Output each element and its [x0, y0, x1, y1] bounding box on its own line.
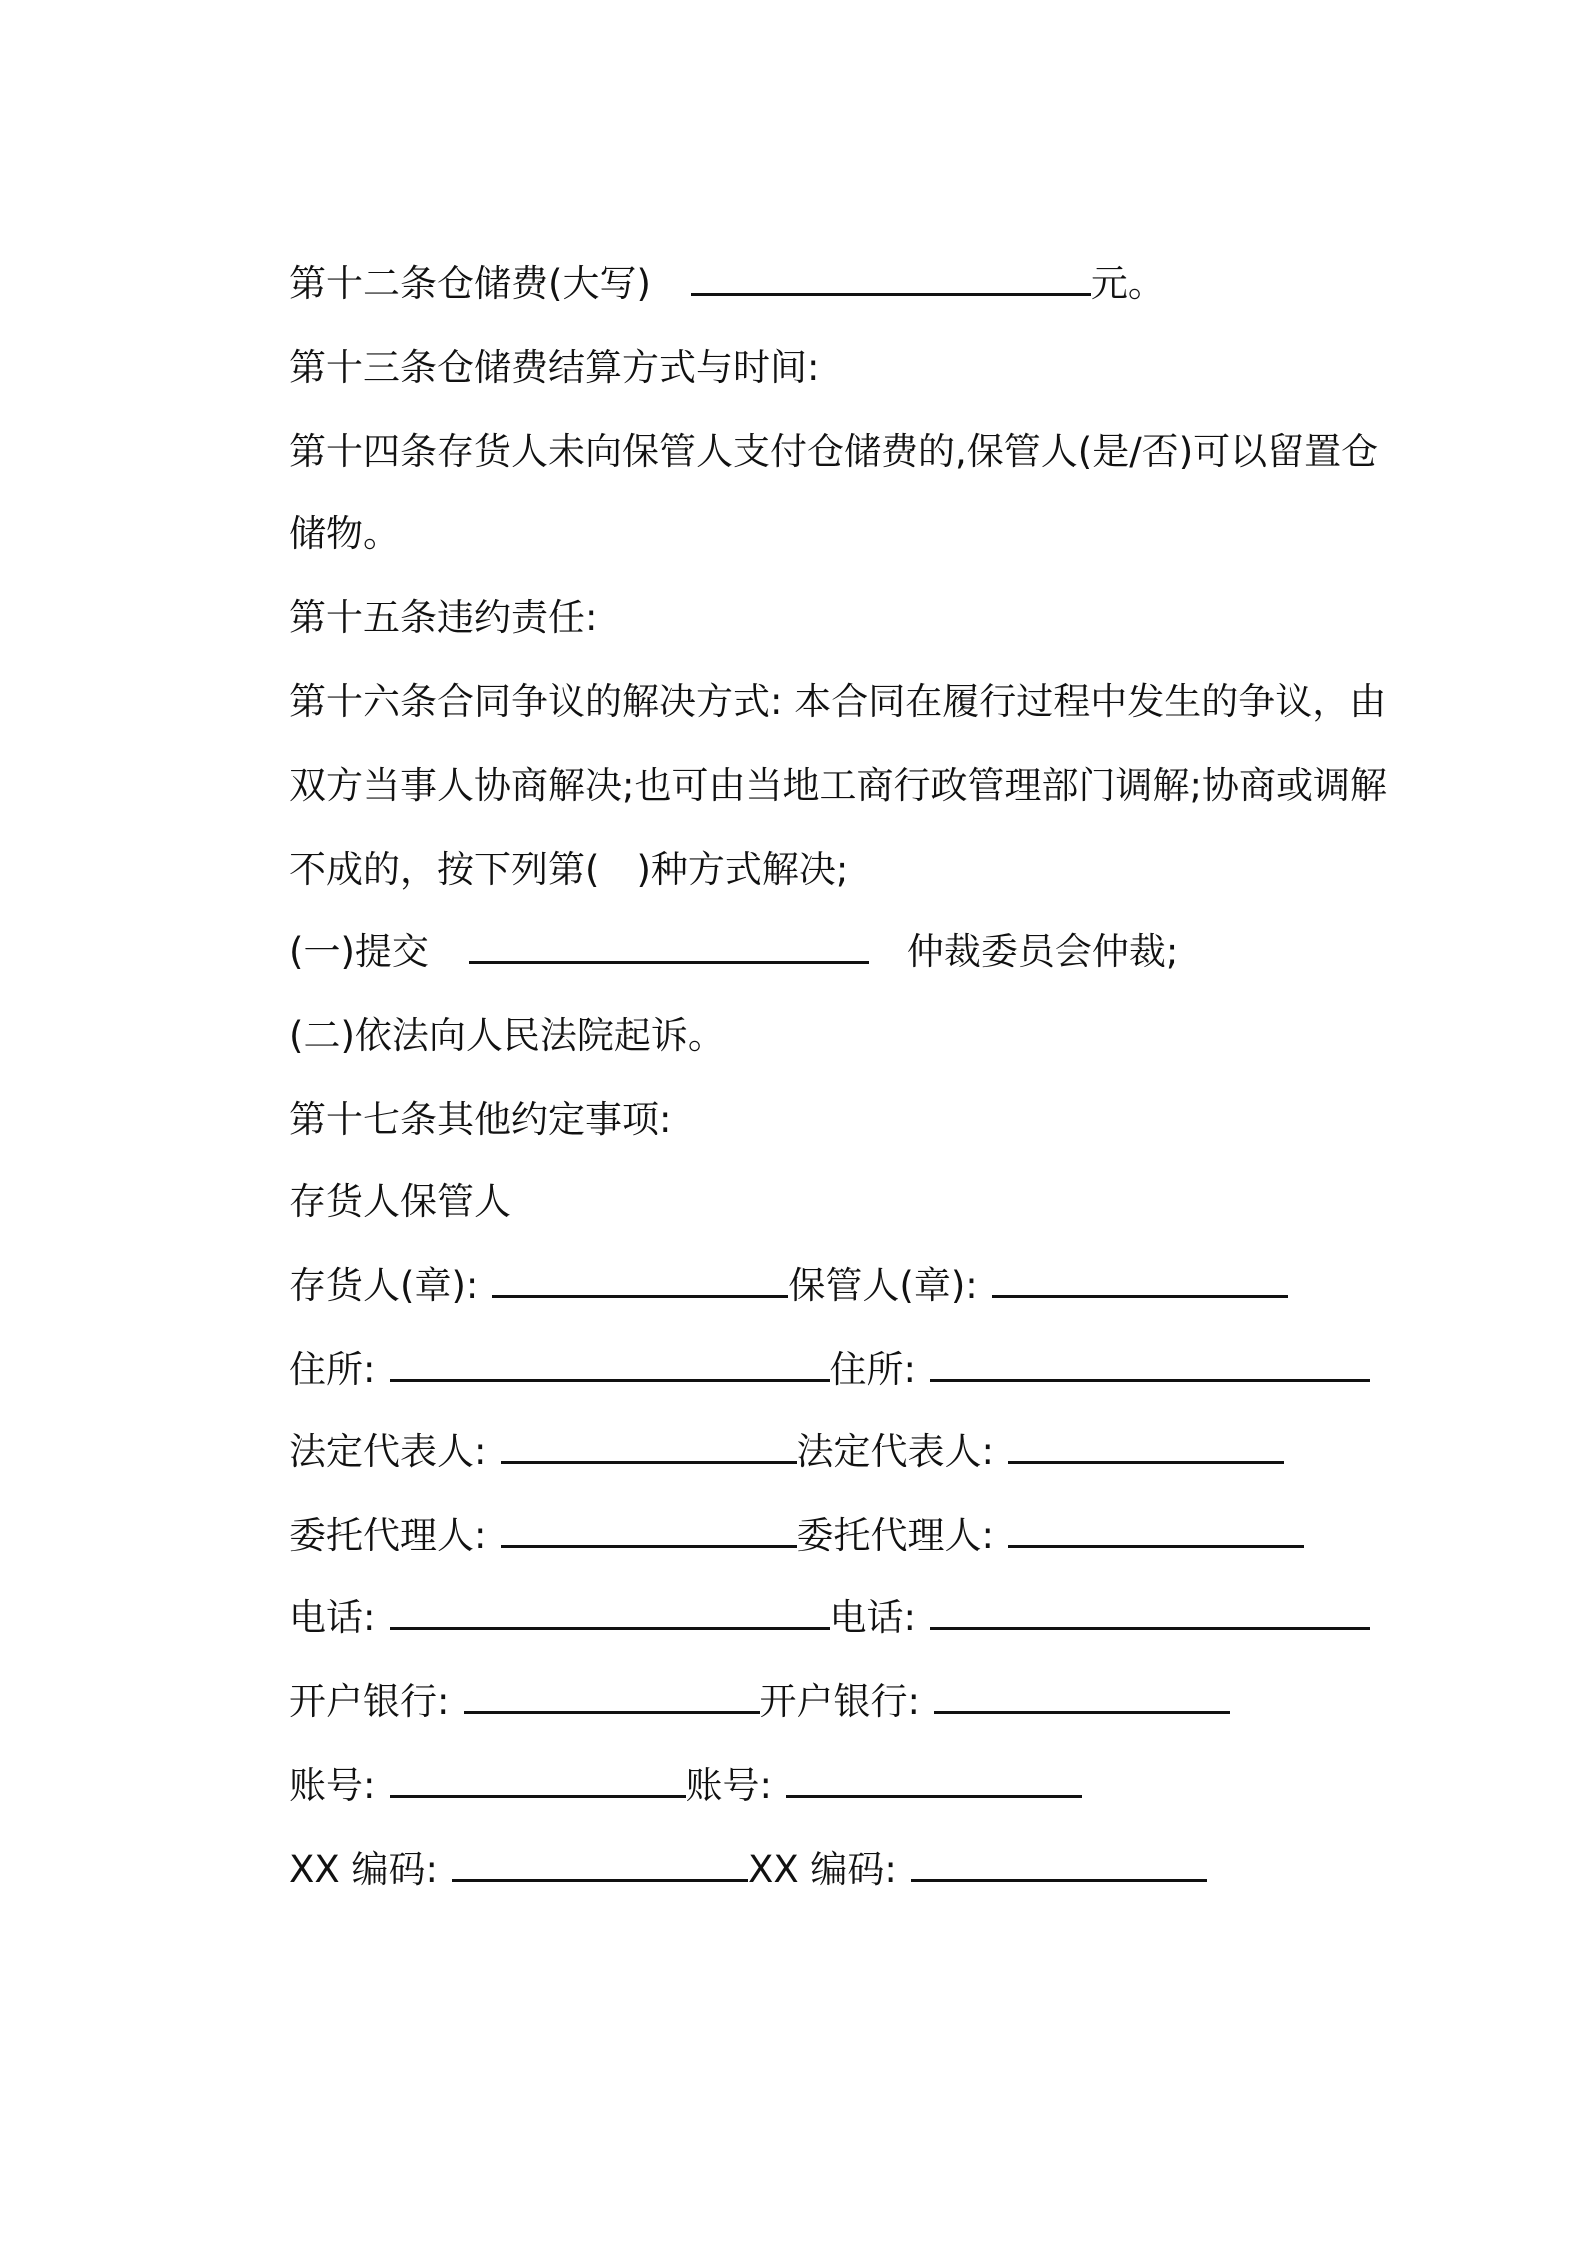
option-1-suffix: 仲裁委员会仲裁; — [906, 930, 1179, 973]
depositor-code-label: XX 编码: — [289, 1848, 438, 1891]
article-14-text-2: 储物。 — [289, 512, 401, 555]
custodian-legal-rep-label: 法定代表人: — [796, 1430, 994, 1473]
signature-row-phone — [242, 1540, 1362, 1639]
article-17-text: 第十七条其他约定事项: — [289, 1098, 672, 1141]
article-16-line-2 — [242, 708, 1387, 807]
article-16-text-1: 第十六条合同争议的解决方式: 本合同在履行过程中发生的争议，由 — [289, 680, 1387, 723]
depositor-code-blank — [452, 1845, 748, 1882]
custodian-agent-label: 委托代理人: — [796, 1514, 994, 1557]
depositor-agent-label: 委托代理人: — [289, 1514, 487, 1557]
option-1 — [242, 874, 1362, 973]
signature-row-account — [242, 1708, 1362, 1807]
option-1-prefix: (一)提交 — [289, 930, 429, 973]
article-13-text: 第十三条仓储费结算方式与时间: — [289, 346, 820, 389]
parties-header — [242, 1124, 1362, 1223]
signature-row-agent — [242, 1458, 1362, 1557]
option-2 — [242, 958, 1362, 1057]
signature-row-seal — [242, 1208, 1362, 1307]
depositor-seal-label: 存货人(章): — [289, 1264, 479, 1307]
signature-row-bank — [242, 1624, 1362, 1723]
article-12-suffix: 元。 — [1090, 262, 1165, 305]
parties-header-text: 存货人保管人 — [289, 1180, 512, 1223]
depositor-legal-rep-label: 法定代表人: — [289, 1430, 487, 1473]
custodian-address-label: 住所: — [829, 1348, 916, 1391]
article-13 — [242, 290, 1362, 389]
option-2-text: (二)依法向人民法院起诉。 — [289, 1014, 725, 1057]
article-12 — [242, 206, 1362, 305]
custodian-phone-label: 电话: — [829, 1596, 916, 1639]
article-15 — [242, 540, 1362, 639]
article-16-line-3 — [242, 792, 1362, 891]
article-16-text-3: 不成的，按下列第( )种方式解决; — [289, 848, 849, 891]
depositor-bank-label: 开户银行: — [289, 1680, 450, 1723]
article-14-text-1: 第十四条存货人未向保管人支付仓储费的,保管人(是/否)可以留置仓 — [289, 430, 1379, 473]
custodian-bank-label: 开户银行: — [759, 1680, 920, 1723]
depositor-phone-label: 电话: — [289, 1596, 376, 1639]
custodian-code-label: XX 编码: — [747, 1848, 897, 1891]
depositor-account-label: 账号: — [289, 1764, 376, 1807]
depositor-address-label: 住所: — [289, 1348, 376, 1391]
custodian-code-blank — [911, 1845, 1207, 1882]
article-16-text-2: 双方当事人协商解决;也可由当地工商行政管理部门调解;协商或调解 — [289, 764, 1387, 807]
article-16-line-1 — [242, 624, 1387, 723]
article-14-line-2 — [242, 456, 1362, 555]
custodian-seal-label: 保管人(章): — [788, 1264, 978, 1307]
article-17 — [242, 1042, 1362, 1141]
signature-row-legal-rep — [242, 1374, 1362, 1473]
article-12-text: 第十二条仓储费(大写) — [289, 262, 651, 305]
article-14-line-1 — [242, 374, 1379, 473]
signature-row-code — [242, 1792, 1362, 1891]
article-15-text: 第十五条违约责任: — [289, 596, 598, 639]
custodian-account-label: 账号: — [685, 1764, 772, 1807]
signature-row-address — [242, 1292, 1362, 1391]
